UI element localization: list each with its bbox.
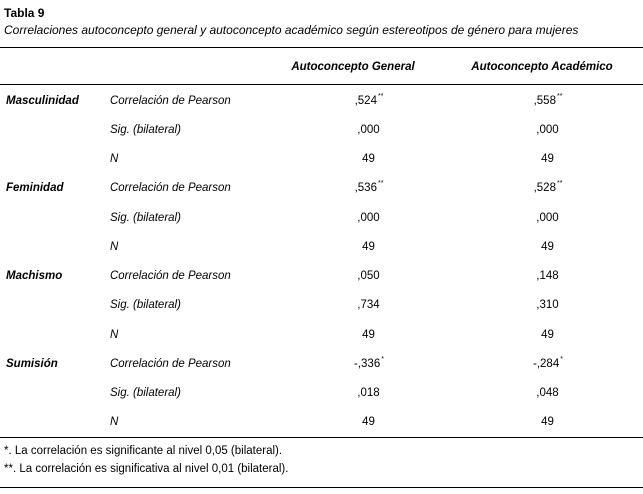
cell-academico-value: 49 bbox=[541, 328, 554, 341]
variable-cell-empty bbox=[0, 145, 110, 174]
variable-cell-empty bbox=[0, 232, 110, 261]
cell-academico bbox=[453, 408, 643, 437]
significance-mark: * bbox=[381, 355, 384, 363]
table-row bbox=[0, 86, 643, 115]
table-subtitle: Correlaciones autoconcepto general y autoconcepto académico según estereotipos de género para mujeres bbox=[4, 23, 579, 37]
significance-mark: ** bbox=[556, 92, 563, 100]
table-row bbox=[0, 145, 643, 174]
cell-academico bbox=[453, 174, 643, 203]
cell-academico bbox=[453, 320, 643, 349]
cell-academico-value-wrap bbox=[453, 92, 643, 107]
cell-general bbox=[285, 320, 453, 349]
cell-general-value-wrap bbox=[285, 182, 453, 194]
top-rule bbox=[0, 47, 643, 48]
cell-academico-value-wrap bbox=[453, 416, 643, 428]
cell-academico-value-wrap bbox=[453, 212, 643, 224]
cell-general-value-wrap bbox=[285, 241, 453, 253]
cell-general-value: ,050 bbox=[357, 270, 380, 283]
variable-name: Machismo bbox=[6, 270, 63, 283]
column-header-academico: Autoconcepto Académico bbox=[471, 61, 613, 73]
bottom-rule bbox=[0, 437, 643, 438]
cell-academico-value: ,310 bbox=[536, 299, 559, 312]
cell-academico-value-wrap bbox=[453, 241, 643, 253]
cell-general bbox=[285, 291, 453, 320]
variable-cell-empty bbox=[0, 320, 110, 349]
cell-academico-value: 49 bbox=[541, 153, 554, 166]
cell-general bbox=[285, 115, 453, 144]
footnote-significance-005: *. La correlación es significante al nivel 0,05 (bilateral). bbox=[4, 445, 283, 457]
header-rule bbox=[0, 84, 643, 85]
significance-mark: * bbox=[560, 355, 563, 363]
cell-academico bbox=[453, 86, 643, 115]
cell-general bbox=[285, 262, 453, 291]
cell-academico-value: -,284 bbox=[533, 357, 560, 370]
cell-general bbox=[285, 379, 453, 408]
cell-general-value: ,000 bbox=[357, 211, 380, 224]
statistic-label: Correlación de Pearson bbox=[109, 270, 231, 283]
table-title: Tabla 9 bbox=[4, 6, 45, 20]
cell-academico bbox=[453, 145, 643, 174]
cell-general-value-wrap bbox=[285, 299, 453, 311]
cell-general-value-wrap bbox=[285, 92, 453, 107]
cell-academico bbox=[453, 232, 643, 261]
statistic-label: Correlación de Pearson bbox=[109, 182, 231, 195]
cell-general-value-wrap bbox=[285, 153, 453, 165]
cell-general-value: 49 bbox=[362, 328, 375, 341]
cell-academico-value: ,558 bbox=[533, 94, 556, 107]
variable-name: Masculinidad bbox=[6, 94, 79, 107]
statistic-label: N bbox=[109, 416, 119, 429]
variable-cell-empty bbox=[0, 203, 110, 232]
variable-name: Sumisión bbox=[6, 357, 58, 370]
statistic-label: N bbox=[109, 153, 119, 166]
cell-academico bbox=[453, 349, 643, 378]
significance-mark: ** bbox=[377, 180, 384, 188]
cell-academico-value-wrap bbox=[453, 124, 643, 136]
cell-general-value: ,018 bbox=[357, 387, 380, 400]
table-row bbox=[0, 349, 643, 378]
cell-academico-value: 49 bbox=[541, 416, 554, 429]
cell-academico-value: 49 bbox=[541, 240, 554, 253]
statistic-label: N bbox=[109, 240, 119, 253]
cell-academico-value: ,000 bbox=[536, 123, 559, 136]
cell-general-value: ,524 bbox=[354, 94, 377, 107]
statistic-label: Sig. (bilateral) bbox=[109, 123, 181, 136]
cell-general-value: -,336 bbox=[354, 357, 381, 370]
cell-academico-value-wrap bbox=[453, 182, 643, 194]
cell-general bbox=[285, 232, 453, 261]
cell-academico-value-wrap bbox=[453, 387, 643, 399]
column-header-general: Autoconcepto General bbox=[291, 61, 415, 73]
cell-general bbox=[285, 174, 453, 203]
table-row bbox=[0, 174, 643, 203]
variable-cell-empty bbox=[0, 379, 110, 408]
statistic-label: Correlación de Pearson bbox=[109, 94, 231, 107]
cell-general-value-wrap bbox=[285, 329, 453, 341]
cell-general-value: 49 bbox=[362, 416, 375, 429]
cell-general bbox=[285, 86, 453, 115]
statistic-label: N bbox=[109, 328, 119, 341]
statistic-label: Sig. (bilateral) bbox=[109, 211, 181, 224]
variable-cell-empty bbox=[0, 115, 110, 144]
cell-general bbox=[285, 349, 453, 378]
cell-general-value: 49 bbox=[362, 153, 375, 166]
significance-mark: ** bbox=[377, 92, 384, 100]
cell-general-value-wrap bbox=[285, 270, 453, 282]
cell-academico-value: ,048 bbox=[536, 387, 559, 400]
significance-mark: ** bbox=[556, 180, 563, 188]
cell-general-value-wrap bbox=[285, 212, 453, 224]
correlation-table bbox=[0, 86, 643, 437]
cell-academico-value: ,000 bbox=[536, 211, 559, 224]
cell-general-value-wrap bbox=[285, 416, 453, 428]
table-row bbox=[0, 291, 643, 320]
cell-academico-value-wrap bbox=[453, 299, 643, 311]
cell-academico-value-wrap bbox=[453, 270, 643, 282]
footnote-significance-001: **. La correlación es significativa al nivel 0,01 (bilateral). bbox=[4, 463, 289, 475]
table-row bbox=[0, 115, 643, 144]
statistic-label: Sig. (bilateral) bbox=[109, 299, 181, 312]
variable-cell-empty bbox=[0, 291, 110, 320]
cell-general bbox=[285, 145, 453, 174]
variable-cell-empty bbox=[0, 408, 110, 437]
cell-general-value-wrap bbox=[285, 124, 453, 136]
cell-general bbox=[285, 203, 453, 232]
cell-general-value: ,734 bbox=[357, 299, 380, 312]
cell-general-value-wrap bbox=[285, 355, 453, 370]
cell-academico-value: ,528 bbox=[533, 182, 556, 195]
cell-general-value: ,536 bbox=[354, 182, 377, 195]
cell-general-value: 49 bbox=[362, 240, 375, 253]
cell-academico bbox=[453, 379, 643, 408]
table-row bbox=[0, 203, 643, 232]
cell-academico-value-wrap bbox=[453, 329, 643, 341]
table-row bbox=[0, 408, 643, 437]
table-row bbox=[0, 232, 643, 261]
cell-general-value: ,000 bbox=[357, 123, 380, 136]
statistic-label: Sig. (bilateral) bbox=[109, 387, 181, 400]
table-row bbox=[0, 320, 643, 349]
cell-academico-value-wrap bbox=[453, 153, 643, 165]
variable-name: Feminidad bbox=[6, 182, 64, 195]
cell-general bbox=[285, 408, 453, 437]
cell-academico bbox=[453, 115, 643, 144]
cell-academico-value: ,148 bbox=[536, 270, 559, 283]
cell-academico bbox=[453, 203, 643, 232]
cell-academico-value-wrap bbox=[453, 355, 643, 370]
statistic-label: Correlación de Pearson bbox=[109, 357, 231, 370]
cell-academico bbox=[453, 262, 643, 291]
footer-rule bbox=[0, 487, 643, 488]
table-row bbox=[0, 379, 643, 408]
cell-general-value-wrap bbox=[285, 387, 453, 399]
cell-academico bbox=[453, 291, 643, 320]
table-row bbox=[0, 262, 643, 291]
